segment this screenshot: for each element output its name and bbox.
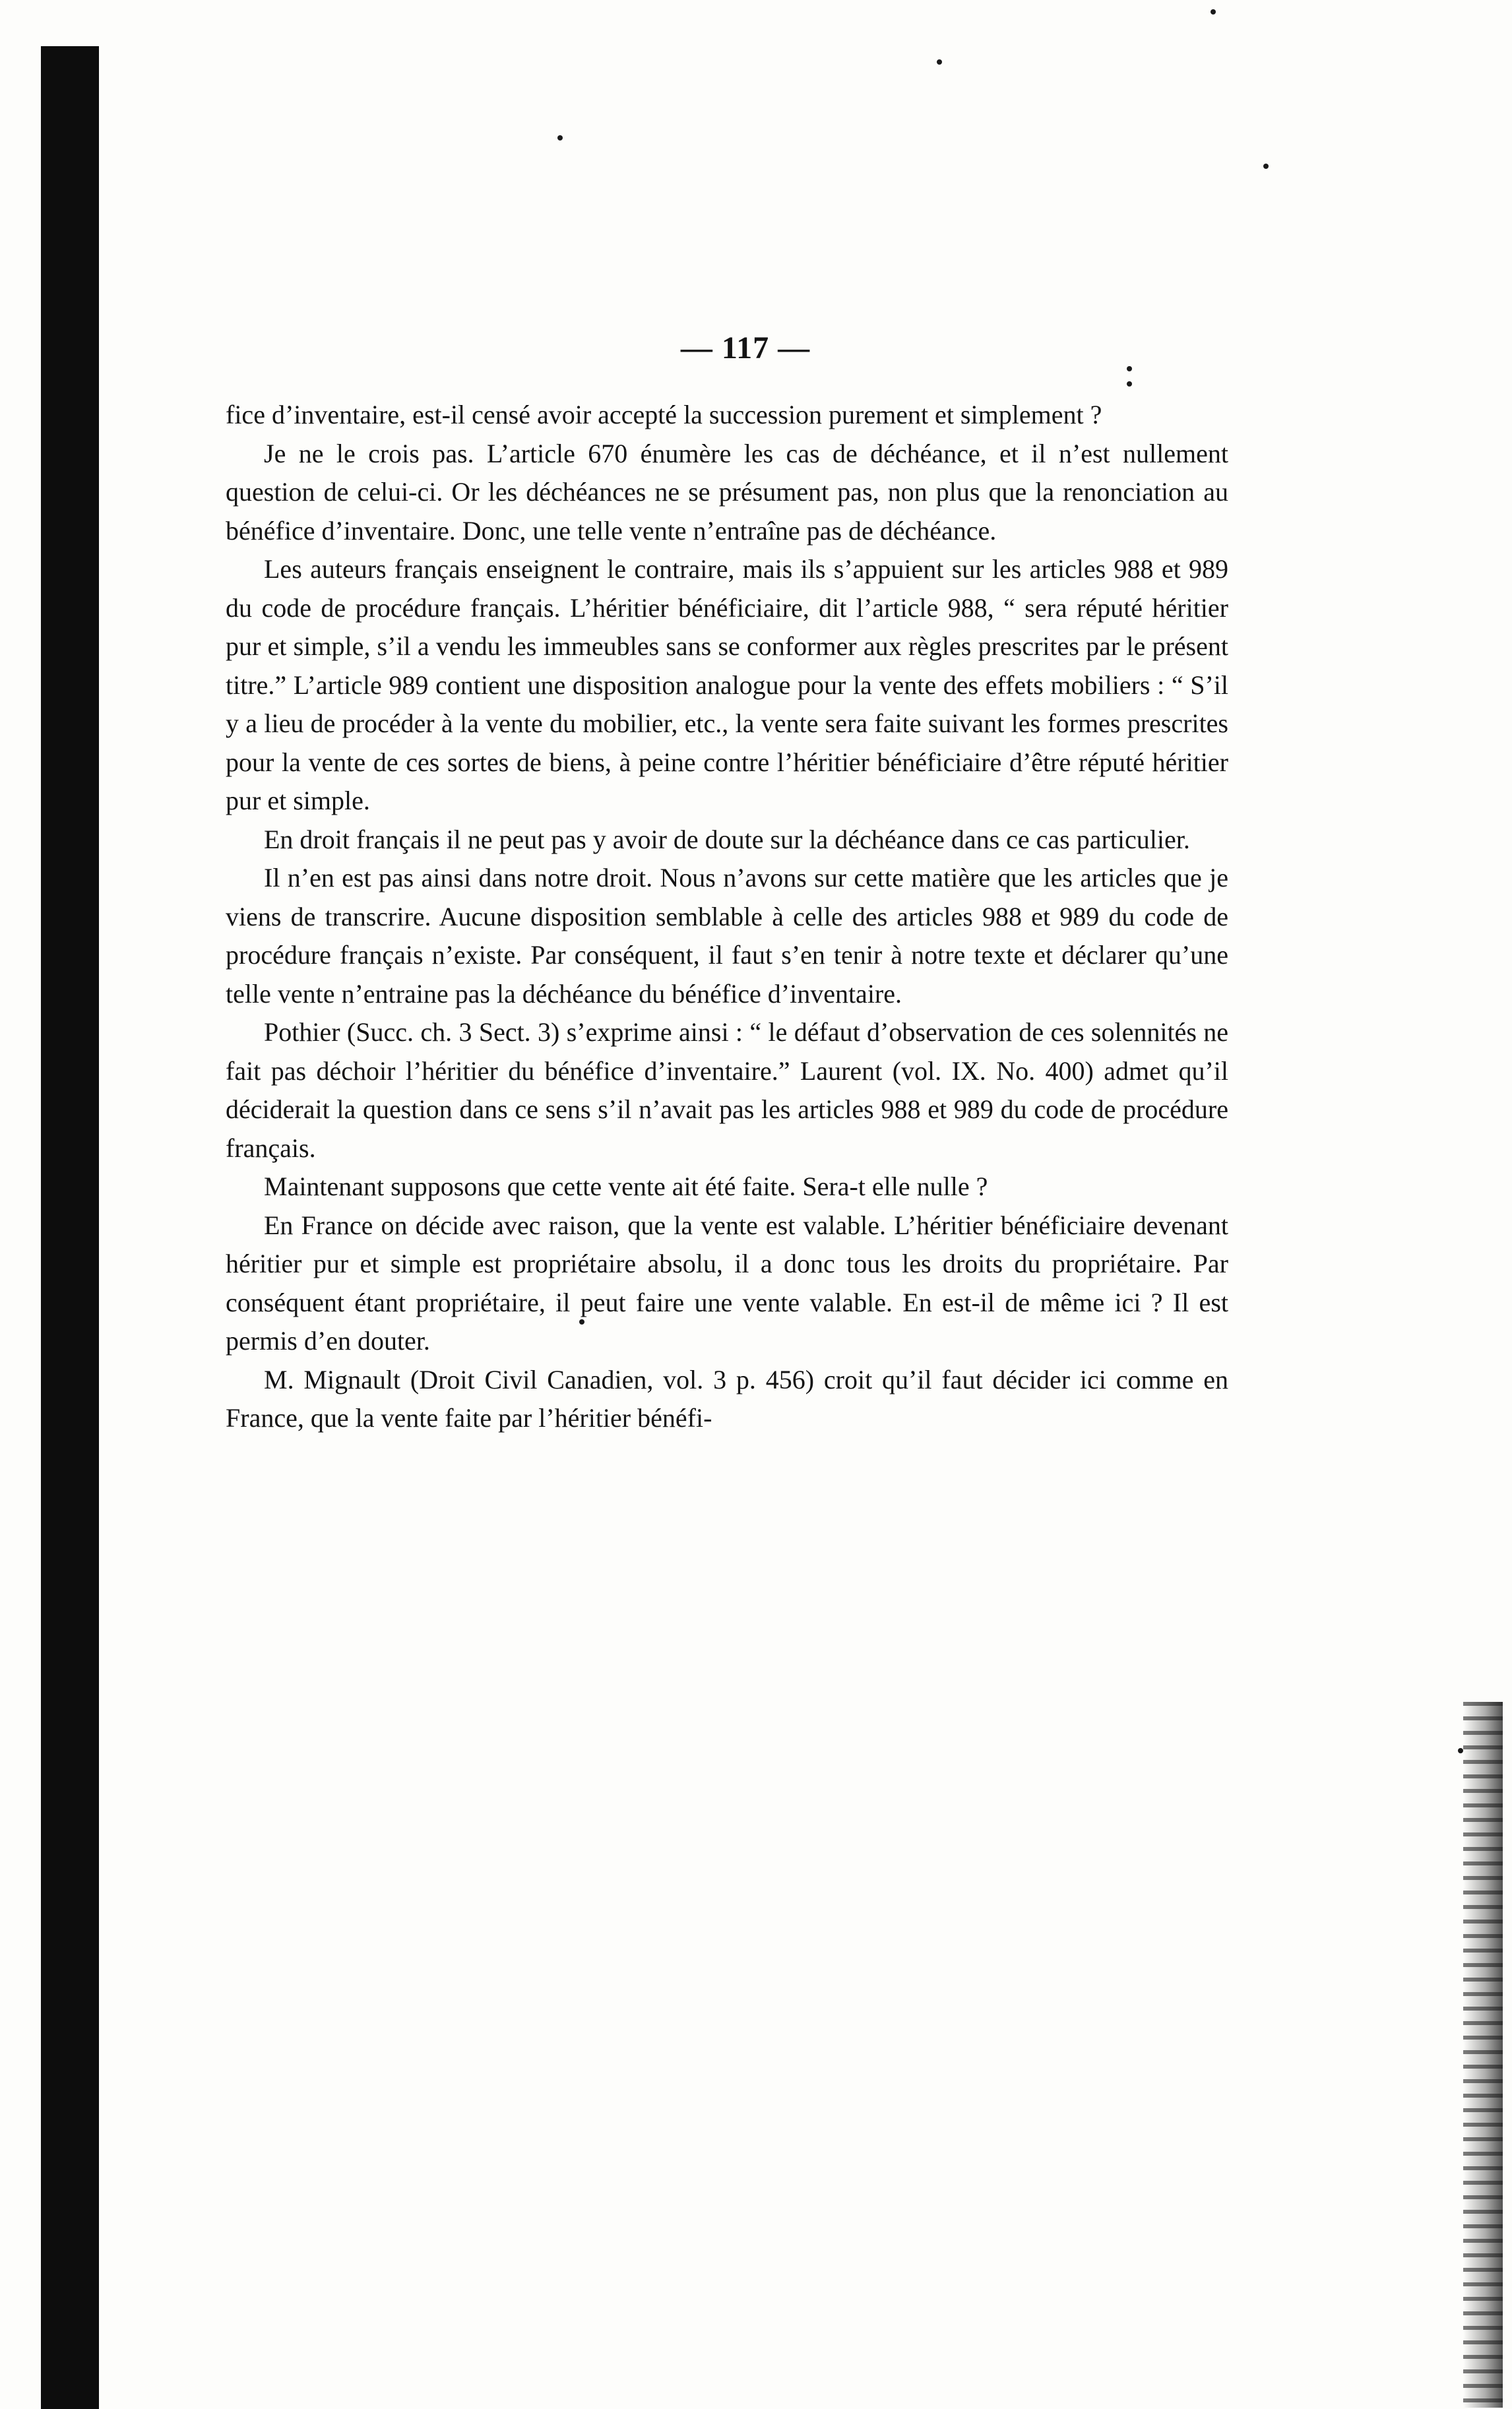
scan-speck [1458,1748,1463,1753]
binding-shadow [41,46,99,2409]
paragraph: fice d’inventaire, est-il censé avoir accepté la succession purement et simplement ? [226,400,1102,429]
scan-speck [1127,366,1132,371]
scan-speck [1263,164,1269,169]
body-text [226,396,1228,1438]
scan-speck [557,135,563,141]
paragraph: En droit français il ne peut pas y avoir de doute sur la déchéance dans ce cas particulier. [264,824,1190,854]
paragraph: Maintenant supposons que cette vente ait été faite. Sera-t elle nulle ? [264,1172,988,1201]
paragraph: Je ne le crois pas. L’article 670 énumère les cas de déchéance, et il n’est nullement question de celui-ci. Or les déchéances ne se présument pas, non plus que la renonciation au bénéfice d’inventaire. Donc, une telle vente n’entraîne pas de déchéance. [226,438,1228,546]
paragraph: Pothier (Succ. ch. 3 Sect. 3) s’exprime ainsi : “ le défaut d’observation de ces solennités ne fait pas déchoir l’héritier du bénéfice d’inventaire.” Laurent (vol. IX. No. 400) admet qu’il déciderait la question dans ce sens s’il n’avait pas les articles 988 et 989 du code de procédure français. [226,1017,1228,1163]
paragraph: En France on décide avec raison, que la vente est valable. L’héritier bénéficiaire devenant héritier pur et simple est propriétaire absolu, il a donc tous les droits du propriétaire. Par conséquent étant propriétaire, il peut faire une vente valable. En est-il de même ici ? Il est permis d’en douter. [226,1210,1228,1356]
scan-speck [1211,9,1216,15]
page-edge-noise [1463,1702,1503,2408]
page-number: — 117 — [680,330,811,365]
paragraph: M. Mignault (Droit Civil Canadien, vol. 3 p. 456) croit qu’il faut décider ici comme en France, que la vente faite par l’héritier bénéfi- [226,1364,1228,1433]
paragraph: Les auteurs français enseignent le contraire, mais ils s’appuient sur les articles 988 et 989 du code de procédure français. L’héritier bénéficiaire, dit l’article 988, “ sera réputé héritier pur et simple, s’il a vendu les immeubles sans se conformer aux règles prescrites par le présent titre.” L’article 989 contient une disposition analogue pour la vente des effets mobiliers : “ S’il y a lieu de procéder à la vente du mobilier, etc., la vente sera faite suivant les formes prescrites pour la vente de ces sortes de biens, à peine contre l’héritier bénéficiaire d’être réputé héritier pur et simple. [226,554,1228,815]
scan-speck [937,59,942,65]
scan-speck [1127,381,1132,387]
paragraph: Il n’en est pas ainsi dans notre droit. Nous n’avons sur cette matière que les articles que je viens de transcrire. Aucune disposition semblable à celle des articles 988 et 989 du code de procédure français n’existe. Par conséquent, il faut s’en tenir à notre texte et déclarer qu’une telle vente n’entraine pas la déchéance du bénéfice d’inventaire. [226,863,1228,1009]
